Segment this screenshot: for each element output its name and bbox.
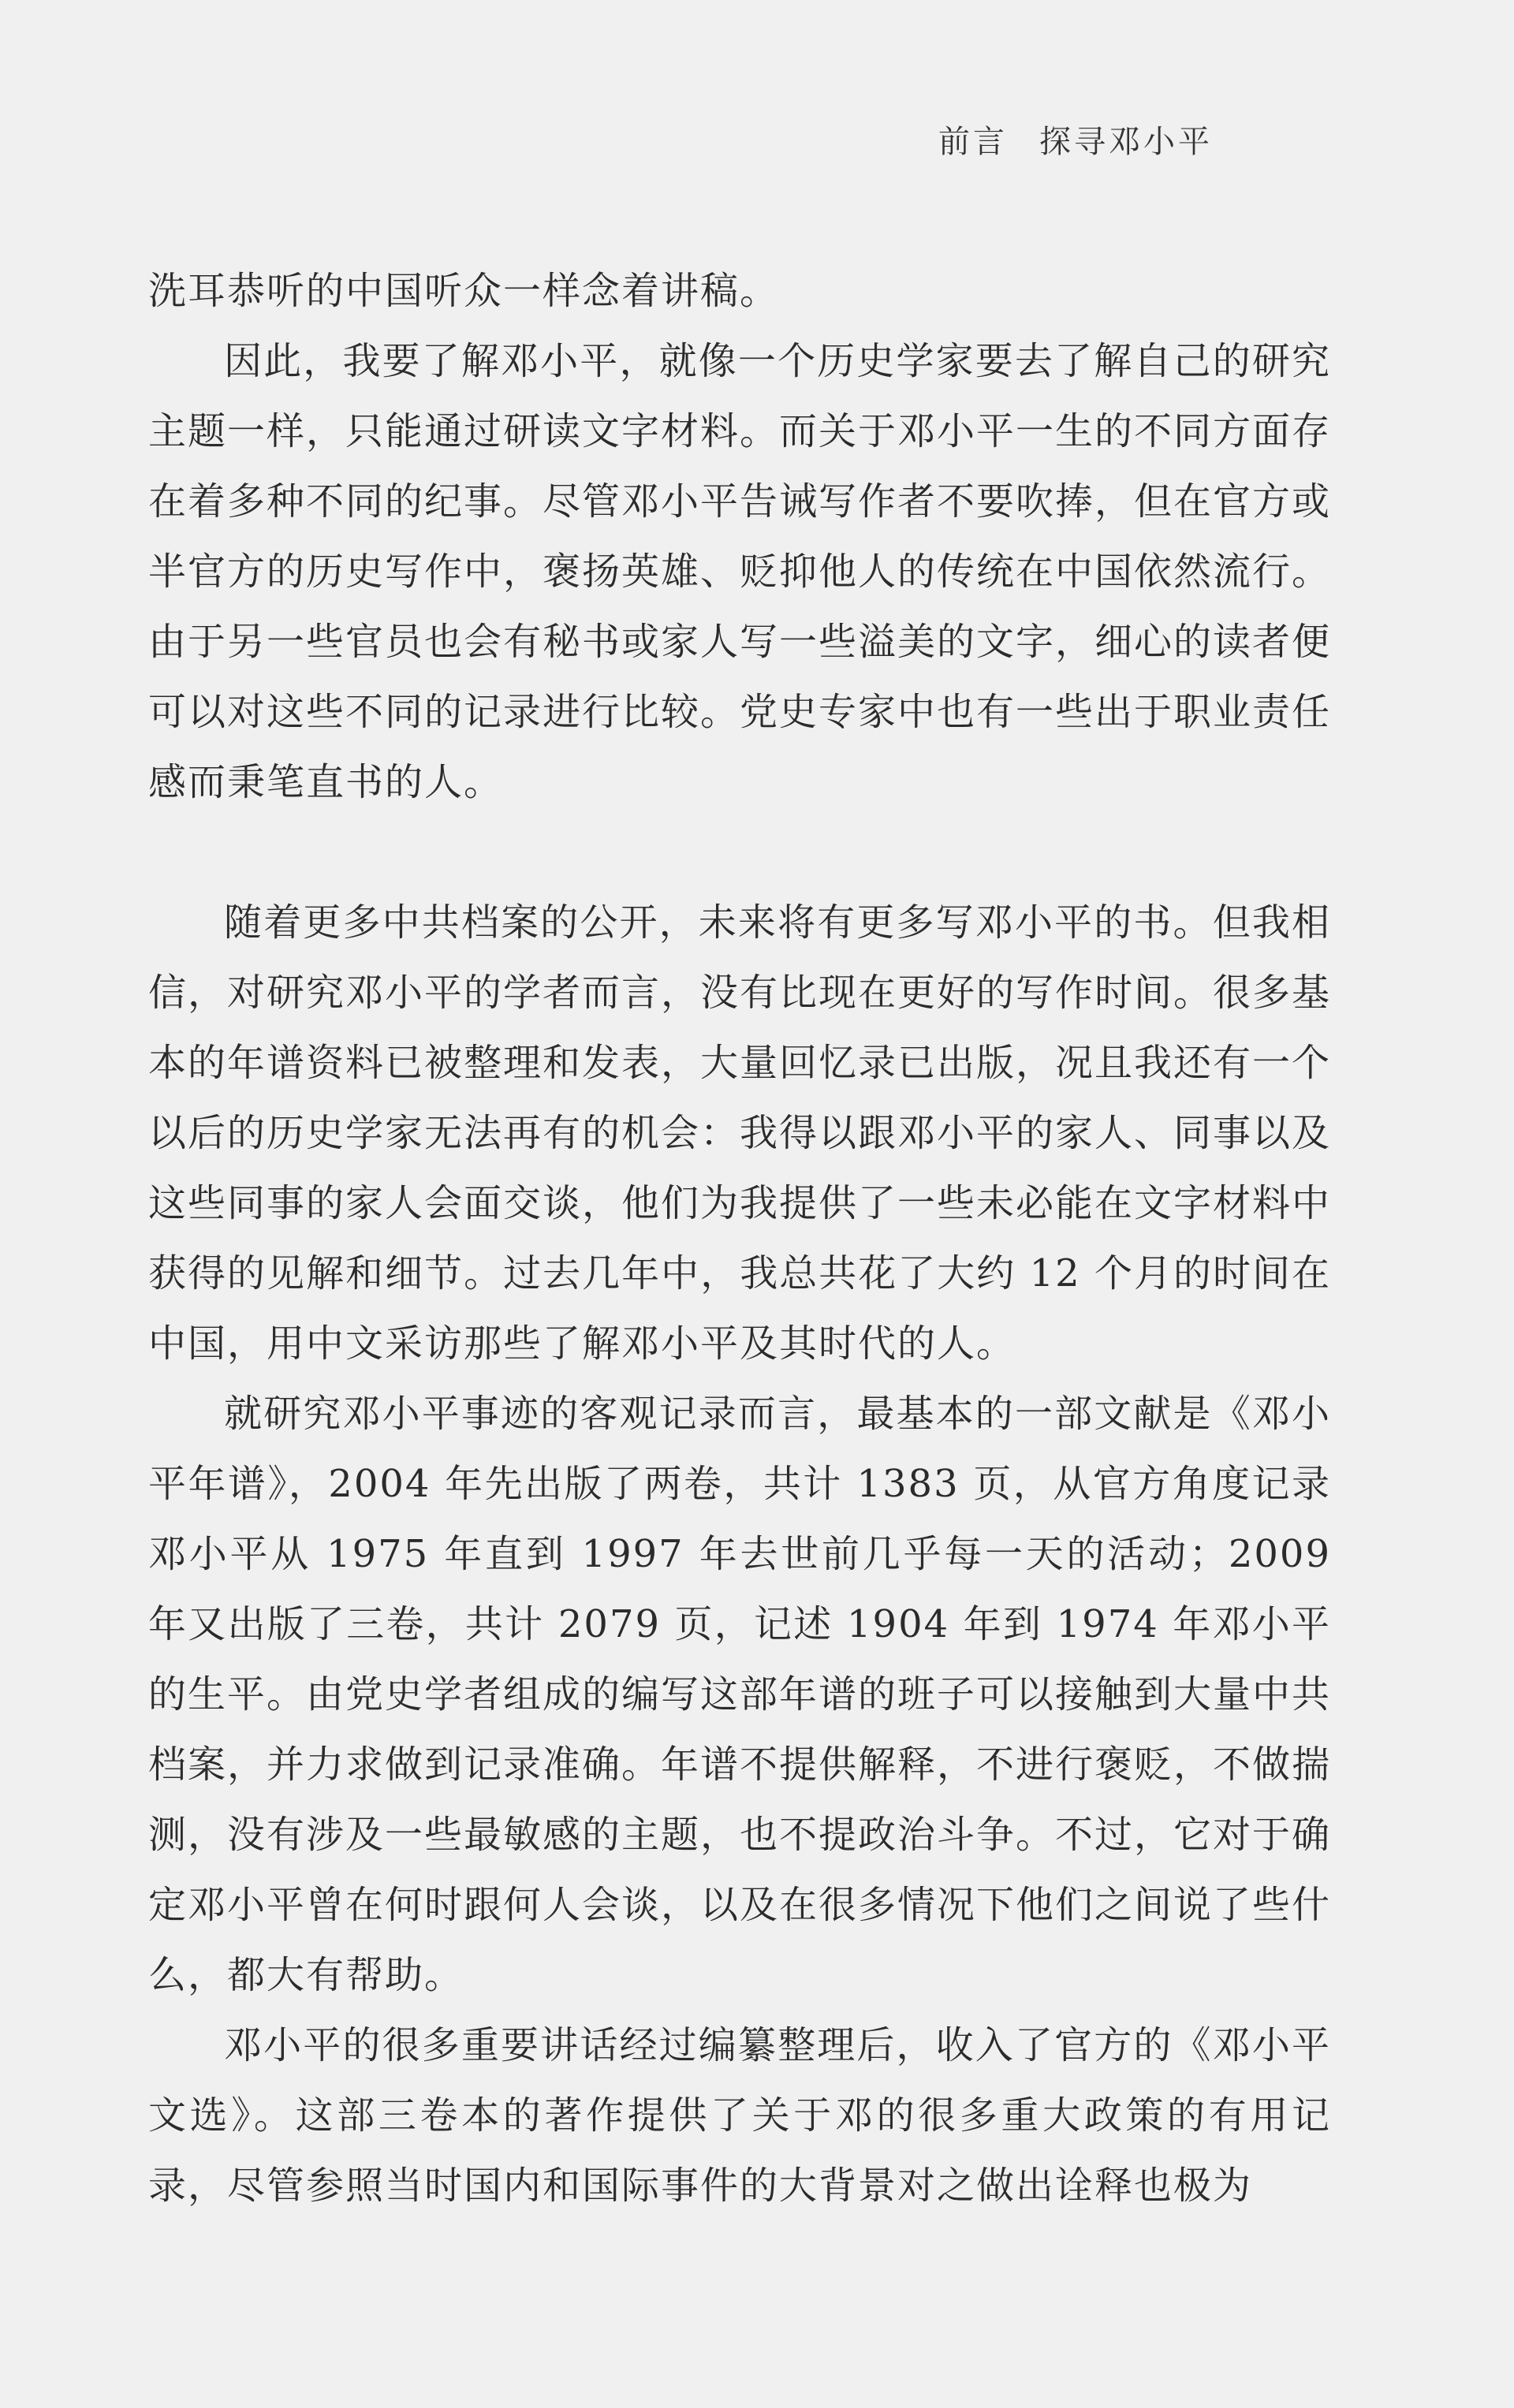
paragraph-selected-works: 邓小平的很多重要讲话经过编纂整理后，收入了官方的《邓小平文选》。这部三卷本的著作提供了关于邓的很多重大政策的有用记录，尽管参照当时国内和国际事件的大背景对之做出诠释也极为	[148, 2023, 1331, 2208]
body-text	[148, 256, 1345, 2221]
paragraph-continuation: 洗耳恭听的中国听众一样念着讲稿。	[148, 269, 780, 313]
paragraph-chronicle: 就研究邓小平事迹的客观记录而言，最基本的一部文献是《邓小平年谱》，2004 年先出版了两卷，共计 1383 页，从官方角度记录邓小平从 1975 年直到 1997 年去世前几乎每一天的活动；2009 年又出版了三卷，共计 2079 页，记述 1904 年到 1974 年邓小平的生平。由党史学者组成的编写这部年谱的班子可以接触到大量中共档案，并力求做到记录准确。年谱不提供解释，不进行褒贬，不做揣测，没有涉及一些最敏感的主题，也不提政治斗争。不过，它对于确定邓小平曾在何时跟何人会谈，以及在很多情况下他们之间说了些什么，都大有帮助。	[148, 1392, 1345, 1997]
paragraph-research-approach: 因此，我要了解邓小平，就像一个历史学家要去了解自己的研究主题一样，只能通过研读文字材料。而关于邓小平一生的不同方面存在着多种不同的纪事。尽管邓小平告诫写作者不要吹捧，但在官方或半官方的历史写作中，褒扬英雄、贬抑他人的传统在中国依然流行。由于另一些官员也会有秘书或家人写一些溢美的文字，细心的读者便可以对这些不同的记录进行比较。党史专家中也有一些出于职业责任感而秉笔直书的人。	[148, 339, 1332, 804]
header-title: 探寻邓小平	[1039, 124, 1213, 160]
paragraph-archives: 随着更多中共档案的公开，未来将有更多写邓小平的书。但我相信，对研究邓小平的学者而言，没有比现在更好的写作时间。很多基本的年谱资料已被整理和发表，大量回忆录已出版，况且我还有一个以后的历史学家无法再有的机会：我得以跟邓小平的家人、同事以及这些同事的家人会面交谈，他们为我提供了一些未必能在文字材料中获得的见解和细节。过去几年中，我总共花了大约 12 个月的时间在中国，用中文采访那些了解邓小平及其时代的人。	[148, 900, 1332, 1366]
section-gap	[148, 818, 1331, 888]
header-section: 前言	[938, 124, 1008, 160]
running-header	[938, 117, 1213, 162]
